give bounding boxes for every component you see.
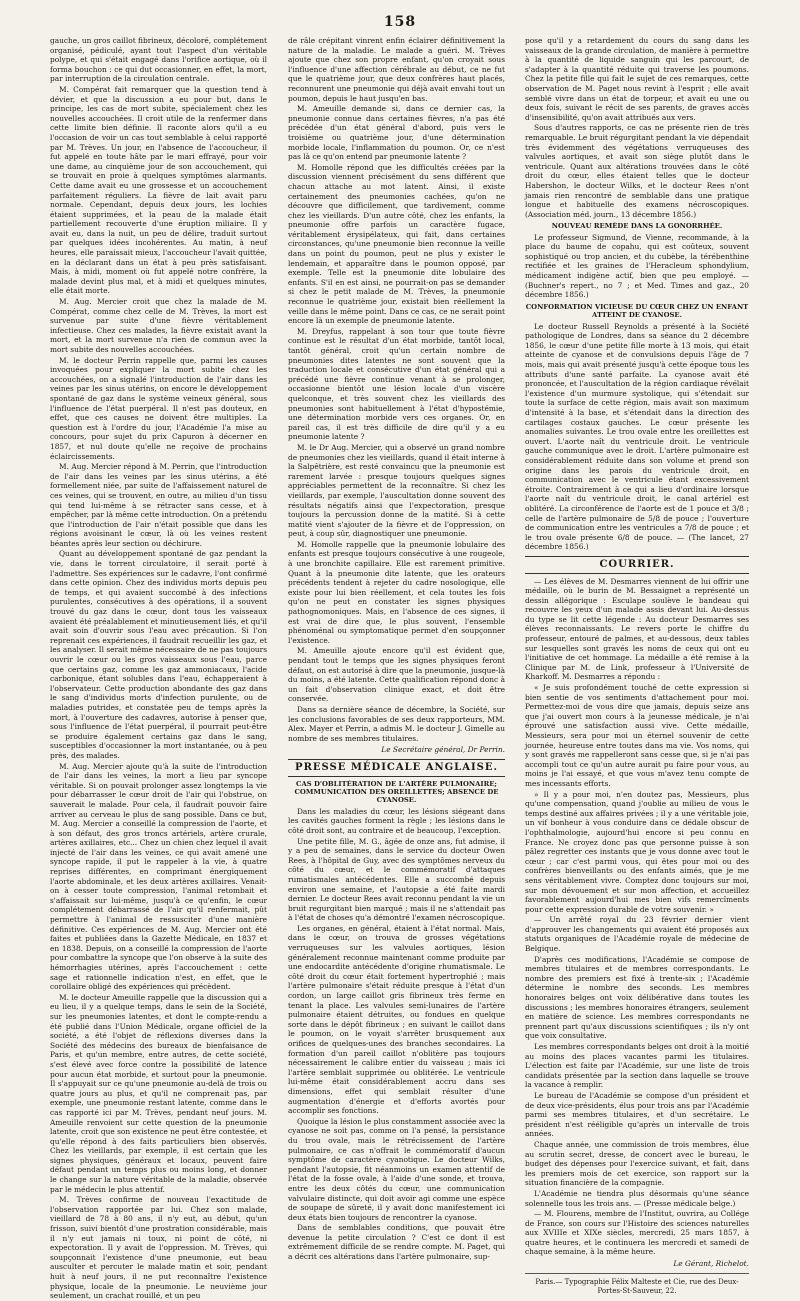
paragraph: Les membres correspondants belges ont droit à la moitié au moins des places vacantes parmi les titulaires. L'élection est faite par l'Académie, sur une liste de trois candidats présentée par la section dans laquelle se trouve la vacance à remplir.: [525, 1042, 749, 1090]
article-heading: CAS D'OBLITÉRATION DE L'ARTÈRE PULMONAIRE; COMMUNICATION DES OREILLETTES; ABSENCE DE CYANOSE.: [294, 779, 499, 805]
column-middle: [288, 36, 505, 1262]
paragraph: de râle crépitant vinrent enfin éclairer définitivement la nature de la maladie. Le malade a guéri. M. Trèves ajoute que chez son propre enfant, qu'on croyait sous l'influence d'une affection cérébrale au début, ce ne fut que le quatrième jour, que deux confrères haut placés, reconnurent une pneumonie qui déjà avait envahi tout un poumon, depuis le haut jusqu'en bas.: [288, 36, 505, 103]
paragraph: Le professeur Sigmund, de Vienne, recommande, à la place du baume de copahu, qui est coûteux, souvent sophistiqué ou trop ancien, et du cubèbe, la térébenthine rectifiée et les graines de l'Heracleum sphondylium, médicament indigène actif, bien que peu employé. — (Buchner's repert., no 7 ; et Med. Times and gaz., 20 décembre 1856.): [525, 232, 749, 300]
paragraph: « Je suis profondément touché de cette expression si bien sentie de vos sentiments d'attachement pour moi. Permettez-moi de vous dire que jamais, depuis seize ans que j'ai ouvert mon cours à la jeunesse médicale, je n'ai éprouvé une satisfaction aussi vive. Cette médaille, Messieurs, sera pour moi un éternel souvenir de cette journée, heureuse entre toutes dans ma vie. Vos noms, qui y sont gravés me rappelleront sans cesse que, si je n'ai pas accompli tout ce qu'un autre aurait pu faire pour vous, au moins je l'ai essayé, et que vous m'avez tenu compte de mes incessants efforts.: [525, 683, 749, 788]
divider: [525, 1273, 749, 1274]
paragraph: M. Trèves confirme de nouveau l'exactitude de l'observation rapportée par lui. Chez son malade, vieillard de 78 à 80 ans, il n'y eut, au début, qu'un frisson, suivi bientôt d'une prostration considérable, mais il n'y eut jamais ni toux, ni point de côté, ni expectoration. Il y avait de l'oppression. M. Trèves, qui soupçonnait l'existence d'une pneumonie, eut beau ausculter et percuter le malade matin et soir, pendant huit à neuf jours, il ne put reconnaître l'existence physique, locale de la pneumonie. Le neuvième jour seulement, un crachat rouillé, et un peu: [50, 1195, 267, 1301]
paragraph: Le docteur Russell Reynolds a présenté à la Société pathologique de Londres, dans sa séance du 2 décembre 1856, le cœur d'une petite fille morte à 13 mois, qui était atteinte de cyanose et de convulsions depuis l'âge de 7 mois, mais qui avait présenté jusqu'à cette époque tous les attributs d'une santé parfaite. La cyanose avait été prononcée, et l'auscultation de la région cardiaque révélait l'existence d'un murmure systolique, qui s'étendait sur toute la surface de cette région, mais avait son maximum d'intensité à la base, et s'étendait dans la direction des cartilages costaux gauches. Le cœur présente les anomalies suivantes. Le trou ovale entre les oreillettes est ouvert. L'aorte naît du ventricule droit. Le ventricule gauche communique avec le droit. L'artère pulmonaire est considérablement réduite dans son volume et prend son origine dans les parois du ventricule droit, en communication avec le ventricule étant excessivement étroite. Contrairement à ce qui a lieu d'ordinaire lorsque l'aorte naît du ventricule droit, le canal artériel est oblitéré. La circonférence de l'aorte est de 1 pouce et 3/8 ; celle de l'artère pulmonaire de 5/8 de pouce ; l'ouverture de communication entre les ventricules a 7/8 de pouce ; et le trou ovale présente 6/8 de pouce. — (The lancet, 27 décembre 1856.): [525, 321, 749, 552]
paragraph: M. le docteur Ameuille rappelle que la discussion qui a eu lieu, il y a quelque temps, dans le sein de la Société, sur les pneumonies latentes, et dont le compte-rendu a été publié dans l'Union Médicale, organe officiel de la société, a été l'objet de réflexions diverses dans la Société des médecins des bureaux de bienfaisance de Paris, et qu'un membre, entre autres, de cette société, s'est élevé avec force contre la possibilité de latence pour aucun état morbide, et surtout pour la pneumonie. Il s'appuyait sur ce qu'une pneumonie au-delà de trois ou quatre jours au plus, et qu'il ne comprenait pas, par exemple, une pneumonie restant latente, comme dans le cas rapporté ici par M. Trèves, pendant neuf jours. M. Ameuille renvoient sur cette question de la pneumonie latente, croit que son existence ne peut être contestée, et qu'elle répond à des faits particuliers bien observés. Chez les vieillards, par exemple, il est certain que les signes physiques, généraux et locaux, peuvent faire défaut pendant un temps plus ou moins long, et donner le change sur la nature véritable de la maladie, observée par le médecin le plus attentif.: [50, 992, 267, 1194]
paragraph: M. Homolle répond que les difficultés créées par la discussion viennent précisément du sens différent que chacun attache au mot latent. Ainsi, il existe certainement des pneumonies cachées, qu'on ne découvre que difficilement, que tardivement, comme chez les vieillards. D'un autre côté, chez les enfants, la pneumonie offre parfois un caractère fugace, véritablement érysipélateux, qui fait, dans certaines circonstances, qu'une pneumonie bien reconnue la veille dans un point du poumon, peut ne plus y exister le lendemain, et apparaître dans le poumon opposé, par exemple. Telle est la pneumonie dite lobulaire des enfants. S'il en est ainsi, ne pourrait-on pas se demander si chez le petit malade de M. Trèves, la pneumonie reconnue le quatrième jour, existait bien réellement la veille dans le même point. Dans ce cas, ce ne serait point encore là un exemple de pneumonie latente.: [288, 162, 505, 326]
paragraph: — M. Flourens, membre de l'Institut, ouvrira, au Collége de France, son cours sur l'Histoire des sciences naturelles aux XVIIIe et XIXe siècles, mercredi, 25 mars 1857, à quatre heures, et le continuera les mercredi et samedi de chaque semaine, à la même heure.: [525, 1209, 749, 1257]
paragraph: Sous d'autres rapports, ce cas ne présente rien de très remarquable. Le bruit régurgitant pendant la vie dépendait très évidemment des végétations verruqueuses des valvules aortiques, et avait son siège plutôt dans le ventricule. Quant aux altérations trouvées dans le côté droit du cœur, elles étaient telles que le docteur Habershon, le docteur Wilks, et le docteur Rees n'ont jamais rien rencontré de semblable dans une pratique longue et habituelle des examens nécroscopiques. (Association méd. journ., 13 décembre 1856.): [525, 123, 749, 219]
page-number: 158: [383, 14, 417, 30]
paragraph: Dans les maladies du cœur, les lésions siégeant dans les cavités gauches forment la règle ; les lésions dans le côté droit sont, au contraire et de beaucoup, l'exception.: [288, 806, 505, 835]
paragraph: pose qu'il y a retardement du cours du sang dans les vaisseaux de la grande circulation, de manière à permettre à la quantité de liquide sanguin qui les parcourt, de s'adapter à la quantité réduite qui traverse les poumons. Chez la petite fille qui fait le sujet de ces remarques, cette observation de M. Paget nous revint à l'esprit ; elle avait semblé vivre dans un état de torpeur, et avait eu une ou deux fois, suivant le récit de ses parents, de graves accès d'insensibilité, qu'on avait attribués aux vers.: [525, 36, 749, 122]
section-title: COURRIER.: [525, 556, 749, 574]
paragraph: M. Ameuille ajoute encore qu'il est évident que, pendant tout le temps que les signes physiques feront défaut, on est autorisé à dire que la pneumonie, jusque-là du moins, a été latente. Cette qualification répond donc à un fait d'observation clinique exact, et doit être conservée.: [288, 646, 505, 704]
paragraph: M. Aug. Mercier croit que chez la malade de M. Compérat, comme chez celle de M. Trèves, la mort est survenue par suite d'une fièvre véritablement infectieuse. Chez ces malades, la fièvre existait avant la mort, et la mort survenue n'a rien de commun avec la mort subite des nouvelles accouchées.: [50, 297, 267, 354]
paragraph: M. Aug. Mercier ajoute qu'à la suite de l'introduction de l'air dans les veines, la mort a lieu par syncope véritable. Si on pouvait prolonger assez longtemps la vie pour débarrasser le cœur droit de l'air qui l'obstrue, on sauverait le malade. Pour cela, il faudrait pouvoir faire arriver au cerveau le plus de sang possible. Dans ce but, M. Aug. Mercier a conseillé la compression de l'aorte, et à son défaut, des gros troncs artériels, artère crurale, artères axillaires, etc... Chez un chien chez lequel il avait injecté de l'air dans les veines, ce qui avait amené une syncope rapide, il put le rappeler à la vie, à quatre reprises différentes, en comprimant énergiquement l'aorte abdominale, et les deux artères axillaires. Venait-on à cesser toute compression, l'animal retombait et s'affaissait sur lui-même, jusqu'à ce qu'enfin, le cœur complétement débarrassé de l'air qu'il renfermait, pût permettre à l'animal de ressusciter d'une manière définitive. Ces expériences de M. Aug. Mercier ont été faites et publiées dans la Gazette Médicale, en 1837 et en 1838. Depuis, on a conseillé la compression de l'aorte pour combattre la syncope que l'on observe à la suite des hémorrhagies utérines, après l'accouchement : cette sage et rationnelle indication n'est, en effet, que le corollaire obligé des expériences qui précèdent.: [50, 761, 267, 992]
paragraph: L'Académie ne tiendra plus désormais qu'une séance solennelle tous les trois ans. — (Presse médicale belge.): [525, 1188, 749, 1208]
paragraph: gauche, un gros caillot fibrineux, décoloré, complétement organisé, pédiculé, ayant tout l'aspect d'un véritable polype, et qui s'était engagé dans l'orifice aortique, où il forma bouchon : ce qui dut occasionner, en effet, la mort, par interruption de la circulation centrale.: [50, 36, 267, 84]
paragraph: Quoique la lésion le plus constamment associée avec la cyanose ne soit pas, comme on l'a pensé, la persistance du trou ovale, mais le rétrécissement de l'artère pulmonaire, ce cas n'offrait le commémoratif d'aucun symptôme de caractère cyanotique. Le docteur Wilks, pendant l'autopsie, fit néanmoins un examen attentif de l'état de la fosse ovale, à l'aide d'une sonde, et trouva, entre les deux côtés du cœur, une communication valvulaire distincte, qui doit avoir agi comme une espèce de soupape de sûreté, il y avait donc manifestement ici deux états bien toujours de rencontrer la cyanose.: [288, 1116, 505, 1222]
paragraph: Quant au développement spontané de gaz pendant la vie, dans le torrent circulatoire, il serait porté à l'admettre. Ses expériences sur le cadavre, l'ont confirmé dans cette opinion. Chez des individus morts depuis peu de temps, et qui avaient succombé à des infections purulentes, consécutives à des opérations, il a souvent trouvé du gaz dans le cœur, dont tous les vaisseaux avaient été préalablement et minutieusement liés, et qu'il avait soin d'ouvrir sous l'eau avec précaution. Si l'on reprenait ces expériences, il faudrait recueillir les gaz, et les analyser. Il serait même nécessaire de ne pas toujours ouvrir le cœur ou les gros vaisseaux sous l'eau, parce que certains gaz, comme les gaz ammoniacaux, l'acide carbonique, étant solubles dans l'eau, échapperaient à l'observateur. Cette production abondante des gaz dans le sang d'individus morts d'infection purulente, ou de maladies putrides, et constatée peu de temps après la mort, à l'ouverture des cadavres, autorise à penser que, sous l'influence de l'état puerpéral, il pourrait peut-être se produire également certains gaz dans le sang, susceptibles d'occasionner la mort instantanée, ou à peu près, des malades.: [50, 549, 267, 760]
article-heading: NOUVEAU REMÈDE DANS LA GONORRHÉE.: [551, 222, 723, 231]
paragraph: » Il y a pour moi, n'en doutez pas, Messieurs, plus qu'une compensation, quand j'oublie au milieu de vous le temps destiné aux affaires privées ; il y a une véritable joie, un vif bonheur à vous conduire dans ce dédale obscur de l'ophthalmologie, aujourd'hui encore si peu connu en France. Ne croyez donc pas que personne puisse à son pâlez regretter ces instants que je vous donne avec tout le cœur ; car c'est parmi vous, qui êtes pour moi ou des confrères bienveillants ou des enfants aimés, que je me sens véritablement vivre. Comptez donc toujours sur moi, sur mon dévouement et sur mon affection, et accueillez favorablement aujourd'hui mes bien vifs remercîments pour cette expression durable de votre souvenir. »: [525, 789, 749, 914]
paragraph: Une petite fille, M. G., âgée de onze ans, fut admise, il y a peu de semaines, dans le service du docteur Owen Rees, à l'hôpital de Guy, avec des symptômes nerveux du côté du cœur, et le commémoratif d'attaques rumatismales antécédentes. Elle a succombé depuis environ une semaine, et l'autopsie a été faite mardi dernier. Le docteur Rees avait reconnu pendant la vie un bruit regurgitant bien marqué ; mais il ne s'attendait pas à l'état de choses qu'a démontré l'examen nécroscopique.: [288, 836, 505, 923]
paragraph: Le bureau de l'Académie se compose d'un président et de deux vice-présidents, élus pour trois ans par l'Académie parmi ses membres titulaires, et d'un secrétaire. Le président n'est rééligible qu'après un intervalle de trois années.: [525, 1090, 749, 1139]
printer-imprint: Paris.— Typographie Félix Malteste et Cie, rue des Deux-Portes-St-Sauveur, 22.: [535, 1277, 739, 1296]
paragraph: M. Aug. Mercier répond à M. Perrin, que l'introduction de l'air dans les veines par les sinus utérins, a été formellement niée, par suite de l'affaissement naturel de ces veines, qui se trouvent, en outre, au milieu d'un tissu qui tend lui-même à se rétracter sans cesse, et à empêcher, par là même cette introduction. On a prétendu que l'introduction de l'air n'était possible que dans les régions avoisinant le cœur, là où les veines restent béantes après leur section ou déchirure.: [50, 462, 267, 548]
paragraph: Les organes, en général, étaient à l'état normal. Mais, dans le cœur, on trouva de grosses végétations verruqueuses sur les valvules aortiques, lésion généralement reconnue maintenant comme produite par une endocardite antécédente d'origine rhumatismale. Le côté droit du cœur était fortement hypertrophié ; mais l'artère pulmonaire s'était réduite presque à l'état d'un cordon, un large caillot gris fibrineux très ferme en tenant la place. Les valvules semi-lunaires de l'artère pulmonaire étaient détruites, ou fondues en quelque sorte dans le dépôt fibrineux ; en suivant le caillot dans le poumon, on le voyait s'arrêter brusquement aux orifices de quelques-unes des branches secondaires. La formation d'un pareil caillot n'oblitère pas toujours nécessairement le calibre entier du vaisseau ; mais ici l'artère semblait supprimée ou oblitérée. Le ventricule lui-même était considérablement accru dans ses dimensions, effet qui semblait résulter d'une augmentation d'énergie et d'efforts avortés pour accomplir ses fonctions.: [288, 923, 505, 1116]
paragraph: — Les élèves de M. Desmarres viennent de lui offrir une médaille, où le burin de M. Bessaignet a représenté un dessin allégorique : Esculape soulève le bandeau qui recouvre les yeux d'un malade assis devant lui. Au-dessus du type se lit cette légende : Au docteur Desmarres ses élèves reconnaissants. Le revers porte le chiffre du professeur, entouré de palmes, et au-dessous, deux tables sur lesquelles sont gravés les noms de ceux qui ont eu l'initiative de cet hommage. La médaille a été remise à la Clinique par M. de Link, professeur à l'Université de Kharkoff. M. Desmarres a répondu :: [525, 576, 749, 682]
paragraph: Chaque année, une commission de trois membres, élue au scrutin secret, dresse, de concert avec le bureau, le budget des dépenses pour l'exercice suivant, et fait, dans les premiers mois de cet exercice, son rapport sur la situation financière de la compagnie.: [525, 1139, 749, 1188]
paragraph: M. Homolle rappelle que la pneumonie lobulaire des enfants est presque toujours consécutive à une rougeole, à une bronchite capillaire. Elle est rarement primitive. Quant à la pneumonie dite latente, que les orateurs précédents tendent à rejeter du cadre nosologique, elle existe pour lui bien réellement, et cela toutes les fois qu'on ne peut en constater les signes physiques pathognomoniques. Mais, en l'absence de ces signes, il est vrai de dire que, le plus souvent, l'ensemble phénoménal ou symptomatique permet d'en soupçonner l'existence.: [288, 539, 505, 645]
paragraph: M. le docteur Perrin rappelle que, parmi les causes invoquées pour expliquer la mort subite chez les accouchées, on a signalé l'introduction de l'air dans les veines par les sinus utérins, on encore le développement spontané de gaz dans le système veineux général, sous l'influence de l'état puerpéral. Il n'est pas douteux, en effet, que ces causes ne doivent être multiples. La question est à l'ordre du jour, l'Académie l'a mise au concours, pour sujet du prix Capuron à décerner en 1857, et nul doute qu'elle ne reçoive de prochains éclaircissements.: [50, 355, 267, 461]
column-left: [50, 36, 267, 1301]
signature-line: Le Secrétaire général, Dr Perrin.: [381, 745, 505, 755]
section-title: PRESSE MÉDICALE ANGLAISE.: [288, 759, 505, 777]
signature-line: Le Gérant, Richelot.: [673, 1259, 749, 1269]
paragraph: M. le Dr Aug. Mercier, qui a observé un grand nombre de pneumonies chez les vieillards, quand il était interne à la Salpêtrière, est resté convaincu que la pneumonie est rarement larvée : presque toujours quelques signes appréciables permettent de la reconnaître. Si chez les vieillards, par exemple, l'auscultation donne souvent des résultats négatifs ainsi que l'expectoration, presque toujours la percussion donne de la matité. Si à cette matité vient s'ajouter de la fièvre et de l'oppression, on peut, à coup sûr, diagnostiquer une pneumonie.: [288, 442, 505, 539]
paragraph: D'après ces modifications, l'Académie se compose de membres titulaires et de membres correspondants. Le nombre des premiers est fixé à trente-six ; l'Académie détermine le nombre des seconds. Les membres honoraires belges ont voix délibérative dans toutes les discussions ; les membres honoraires étrangers, seulement en matière de science. Les membres correspondants ne prennent part qu'aux discussions scientifiques ; ils n'y ont que voix consultative.: [525, 954, 749, 1041]
paragraph: Dans de semblables conditions, que pouvait être devenue la petite circulation ? C'est ce dont il est extrêmement difficile de se rendre compte. M. Paget, qui a décrit ces altérations dans l'artère pulmonaire, sup-: [288, 1223, 505, 1262]
paragraph: M. Compérat fait remarquer que la question tend à dévier, et que la discussion a eu pour but, dans le principe, les cas de mort subite, spécialement chez les nouvelles accouchées. Il croit utile de la renfermer dans cette limite bien définie. Il raconte alors qu'il a eu l'occasion de voir un cas tout semblable à celui rapporté par M. Trèves. Un jour, en l'absence de l'accoucheur, il fut appelé en toute hâte par le mari effrayé, pour voir une dame, au cinquième jour de son accouchement, qui se trouvait en proie à quelques symptômes alarmants. Cette dame avait eu une grossesse et un accouchement parfaitement réguliers. La fièvre de lait avait paru normale. Cependant, depuis deux jours, les lochies étaient supprimées, et la peau de la malade était partiellement recouverte d'une éruption miliaire. Il y avait eu, dans la nuit, un peu de délire, traduit surtout par quelques idées incohérentes. Au matin, à neuf heures, elle paraissait mieux, l'accoucheur l'avait quittée, en la déclarant dans un état à peu près satisfaisant. Mais, à midi, moment où fut appelé notre confrère, la malade devint plus mal, et à midi et quelques minutes, elle était morte.: [50, 84, 267, 296]
paragraph: — Un arrêté royal du 23 février dernier vient d'approuver les changements qui avaient été proposés aux statuts organiques de l'Académie royale de médecine de Belgique.: [525, 915, 749, 954]
paragraph: M. Ameuille demande si, dans ce dernier cas, la pneumonie connue dans certaines fièvres, n'a pas été précédée d'un état général d'abord, puis vers le troisième ou quatrième jour, d'une détermination morbide locale, l'inflammation du poumon. Or, ce n'est pas là ce qu'on entend par pneumonie latente ?: [288, 104, 505, 162]
article-heading: CONFORMATION VICIEUSE DU CŒUR CHEZ UN ENFANT ATTEINT DE CYANOSE.: [525, 302, 749, 320]
paragraph: Dans sa dernière séance de décembre, la Société, sur les conclusions favorables de ses deux rapporteurs, MM. Alex. Mayer et Perrin, a admis M. le docteur J. Gimelle au nombre de ses membres titulaires.: [288, 704, 505, 743]
paragraph: M. Dreyfus, rappelant à son tour que toute fièvre continue est le résultat d'un état morbide, tantôt local, tantôt général, croit qu'un certain nombre de pneumonies dites latentes ne sont souvent que la traduction locale et consécutive d'un état général qui a précédé une fièvre continue venant à se prolonger, occasionne bientôt une lésion locale d'un viscère quelconque, et très souvent chez les vieillards des pneumonies sont habituellement à l'état d'hypostémie, une détermination morbide vers ces organes. Or, en pareil cas, il est très difficile de dire qu'il y a eu pneumonie latente ?: [288, 326, 505, 442]
column-right: [525, 36, 749, 1296]
